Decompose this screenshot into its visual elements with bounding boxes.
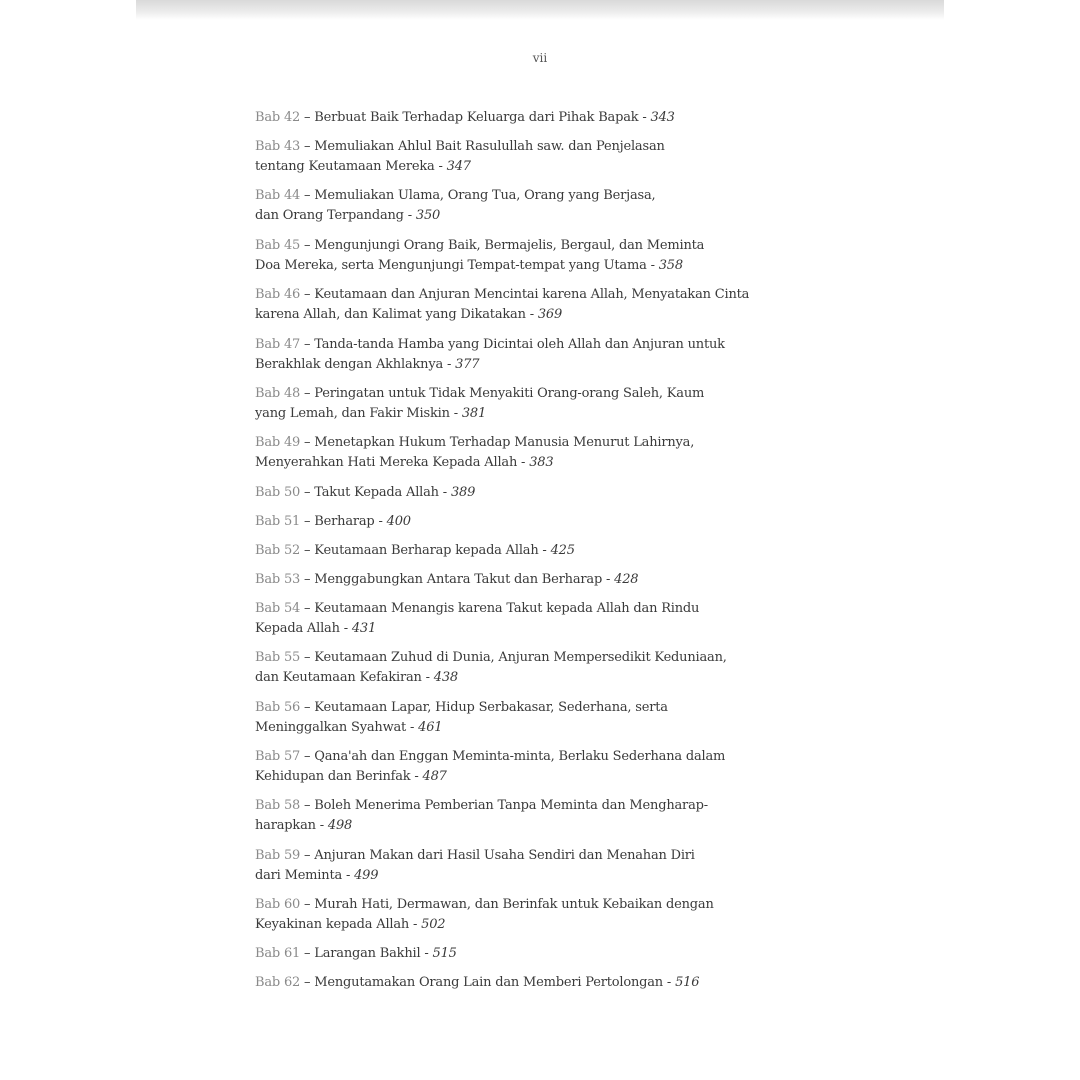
chapter-title: Kepada Allah [255,620,340,636]
table-of-contents [255,108,815,1002]
toc-entry-line [255,186,815,206]
toc-entry [255,335,815,384]
chapter-dash: – [300,699,315,715]
chapter-number: Bab 49 [255,435,301,451]
chapter-page-number: 425 [550,542,575,558]
toc-entry-line [255,512,815,532]
page-separator: - [410,768,423,784]
toc-entry [255,599,815,648]
chapter-title: Keyakinan kepada Allah [255,917,410,933]
chapter-number: Bab 60 [255,897,301,913]
page-separator: - [315,818,328,834]
page-separator: - [663,975,676,991]
chapter-title: Memuliakan Ahlul Bait Rasulullah saw. dan Penjelasan [314,139,665,154]
chapter-dash: – [300,847,315,863]
page-separator: - [443,356,456,372]
toc-entry [255,186,815,235]
page-separator: - [434,159,447,174]
chapter-dash: – [300,748,315,764]
page-separator: - [406,719,419,735]
chapter-page-number: 502 [421,917,446,933]
chapter-title: yang Lemah, dan Fakir Miskin [255,405,450,421]
toc-entry [255,648,815,697]
toc-entry-line [255,285,815,305]
chapter-dash: – [300,435,315,451]
toc-entry-line [255,866,815,886]
page-separator: - [409,917,422,933]
toc-entry-line [255,483,815,503]
chapter-title: dari Meminta [255,867,343,883]
chapter-number: Bab 57 [255,748,301,764]
chapter-page-number: 516 [675,975,700,991]
toc-entry-line [255,384,815,404]
chapter-page-number: 350 [415,208,441,224]
chapter-title: Takut Kepada Allah [314,484,439,500]
chapter-number: Bab 59 [255,847,301,863]
page-separator: - [421,670,434,686]
chapter-title: Peringatan untuk Tidak Menyakiti Orang-orang Saleh, Kaum [314,385,705,401]
toc-entry-line [255,767,815,787]
toc-entry [255,846,815,895]
chapter-page-number: 358 [658,257,683,273]
toc-entry [255,285,815,334]
toc-entry-line [255,619,815,639]
toc-entry-line [255,973,815,993]
toc-entry-line [255,355,815,375]
chapter-number: Bab 52 [255,542,301,558]
chapter-title: Menggabungkan Antara Takut dan Berharap [314,571,603,587]
toc-entry [255,570,815,599]
chapter-number: Bab 54 [255,600,301,616]
toc-entry [255,483,815,512]
chapter-page-number: 438 [433,670,458,686]
chapter-title: Meninggalkan Syahwat [255,719,407,735]
toc-entry-line [255,718,815,738]
chapter-title: Murah Hati, Dermawan, dan Berinfak untuk Kebaikan dengan [314,897,714,913]
toc-entry [255,541,815,570]
chapter-title: dan Keutamaan Kefakiran [255,670,422,686]
chapter-title: Keutamaan dan Anjuran Mencintai karena Allah, Menyatakan Cinta [314,287,750,303]
toc-entry-line [255,816,815,836]
chapter-title: Mengutamakan Orang Lain dan Memberi Pertolongan [314,975,663,991]
toc-entry [255,512,815,541]
chapter-page-number: 383 [529,455,554,471]
chapter-page-number: 428 [614,571,639,587]
toc-entry-line [255,648,815,668]
toc-entry [255,137,815,186]
chapter-dash: – [300,542,315,558]
toc-entry [255,433,815,482]
page-top-shadow [136,0,944,20]
page-separator: - [538,542,551,558]
chapter-title: dan Orang Terpandang [255,208,404,224]
toc-entry [255,973,815,1002]
page-separator: - [638,110,651,125]
chapter-number: Bab 47 [255,336,301,352]
toc-entry-line [255,599,815,619]
page-separator: - [339,620,352,636]
page-separator: - [449,405,462,421]
chapter-title: harapkan [255,818,316,834]
toc-entry [255,895,815,944]
chapter-page-number: 515 [432,946,457,962]
chapter-number: Bab 53 [255,571,301,587]
page-separator: - [517,455,530,471]
chapter-title: karena Allah, dan Kalimat yang Dikatakan [255,307,526,323]
chapter-dash: – [300,946,315,962]
chapter-dash: – [300,513,315,529]
chapter-dash: – [300,600,315,616]
chapter-title: Qana'ah dan Enggan Meminta-minta, Berlaku Sederhana dalam [314,748,726,764]
chapter-number: Bab 46 [255,287,301,303]
toc-entry-line [255,108,815,128]
chapter-dash: – [300,571,315,587]
page-separator: - [374,513,387,529]
chapter-dash: – [300,336,315,352]
chapter-page-number: 369 [537,307,563,323]
chapter-number: Bab 45 [255,237,301,253]
chapter-page-number: 343 [650,110,675,125]
chapter-number: Bab 44 [255,188,301,204]
page-separator: - [602,571,615,587]
chapter-title: Tanda-tanda Hamba yang Dicintai oleh Allah dan Anjuran untuk [314,336,725,352]
chapter-title: tentang Keutamaan Mereka [255,159,435,174]
toc-entry-line [255,541,815,561]
chapter-title: Doa Mereka, serta Mengunjungi Tempat-tempat yang Utama [255,257,647,273]
page-separator: - [525,307,538,323]
chapter-page-number: 499 [354,867,379,883]
toc-entry-line [255,137,815,157]
page-separator: - [420,946,433,962]
toc-entry [255,384,815,433]
toc-entry-line [255,256,815,276]
toc-entry-line [255,570,815,590]
chapter-title: Berharap [314,513,375,529]
chapter-page-number: 381 [461,405,487,421]
chapter-page-number: 498 [327,818,353,834]
chapter-title: Berbuat Baik Terhadap Keluarga dari Pihak Bapak [314,110,639,125]
book-page [136,20,944,1080]
chapter-dash: – [300,237,315,253]
chapter-title: Menyerahkan Hati Mereka Kepada Allah [255,455,518,471]
chapter-title: Boleh Menerima Pemberian Tanpa Meminta dan Mengharap- [314,798,708,814]
chapter-page-number: 487 [422,768,447,784]
toc-entry-line [255,335,815,355]
chapter-dash: – [300,975,315,991]
chapter-number: Bab 48 [255,385,301,401]
page-separator: - [342,867,355,883]
chapter-page-number: 377 [455,356,480,372]
chapter-dash: – [300,139,315,154]
chapter-title: Keutamaan Lapar, Hidup Serbakasar, Sederhana, serta [314,699,668,715]
chapter-dash: – [300,798,315,814]
page-separator: - [403,208,416,224]
chapter-title: Keutamaan Berharap kepada Allah [314,542,539,558]
chapter-number: Bab 51 [255,513,301,529]
chapter-number: Bab 50 [255,484,301,500]
chapter-title: Keutamaan Menangis karena Takut kepada Allah dan Rindu [314,600,700,616]
chapter-number: Bab 42 [255,110,301,125]
chapter-dash: – [300,188,315,204]
toc-entry-line [255,206,815,226]
chapter-page-number: 461 [418,719,443,735]
chapter-page-number: 431 [351,620,377,636]
toc-entry-line [255,433,815,453]
chapter-number: Bab 62 [255,975,301,991]
toc-entry-line [255,305,815,325]
chapter-dash: – [300,287,315,303]
chapter-number: Bab 56 [255,699,301,715]
toc-entry [255,944,815,973]
chapter-title: Menetapkan Hukum Terhadap Manusia Menurut Lahirnya, [314,435,695,451]
chapter-page-number: 400 [386,513,411,529]
chapter-number: Bab 43 [255,139,301,154]
toc-entry-line [255,236,815,256]
chapter-dash: – [300,650,315,666]
toc-entry [255,796,815,845]
page-number: vii [532,51,548,65]
chapter-dash: – [300,897,315,913]
chapter-page-number: 347 [446,159,471,174]
chapter-dash: – [300,385,315,401]
toc-entry-line [255,846,815,866]
chapter-title: Memuliakan Ulama, Orang Tua, Orang yang Berjasa, [314,188,656,204]
chapter-number: Bab 58 [255,798,301,814]
toc-entry-line [255,944,815,964]
chapter-page-number: 389 [450,484,476,500]
page-separator: - [438,484,451,500]
chapter-dash: – [300,484,315,500]
toc-entry-line [255,796,815,816]
toc-entry [255,698,815,747]
toc-entry [255,236,815,285]
chapter-title: Berakhlak dengan Akhlaknya [255,356,444,372]
toc-entry [255,747,815,796]
chapter-dash: – [300,110,315,125]
chapter-number: Bab 61 [255,946,301,962]
chapter-number: Bab 55 [255,650,301,666]
chapter-title: Mengunjungi Orang Baik, Bermajelis, Bergaul, dan Meminta [314,237,705,253]
toc-entry-line [255,404,815,424]
toc-entry [255,108,815,137]
toc-entry-line [255,915,815,935]
toc-entry-line [255,668,815,688]
chapter-title: Kehidupan dan Berinfak [255,768,411,784]
toc-entry-line [255,698,815,718]
chapter-title: Anjuran Makan dari Hasil Usaha Sendiri dan Menahan Diri [314,847,695,863]
toc-entry-line [255,747,815,767]
chapter-title: Larangan Bakhil [314,946,421,962]
toc-entry-line [255,453,815,473]
page-separator: - [646,257,659,273]
toc-entry-line [255,157,815,177]
toc-entry-line [255,895,815,915]
chapter-title: Keutamaan Zuhud di Dunia, Anjuran Mempersedikit Keduniaan, [314,650,727,666]
